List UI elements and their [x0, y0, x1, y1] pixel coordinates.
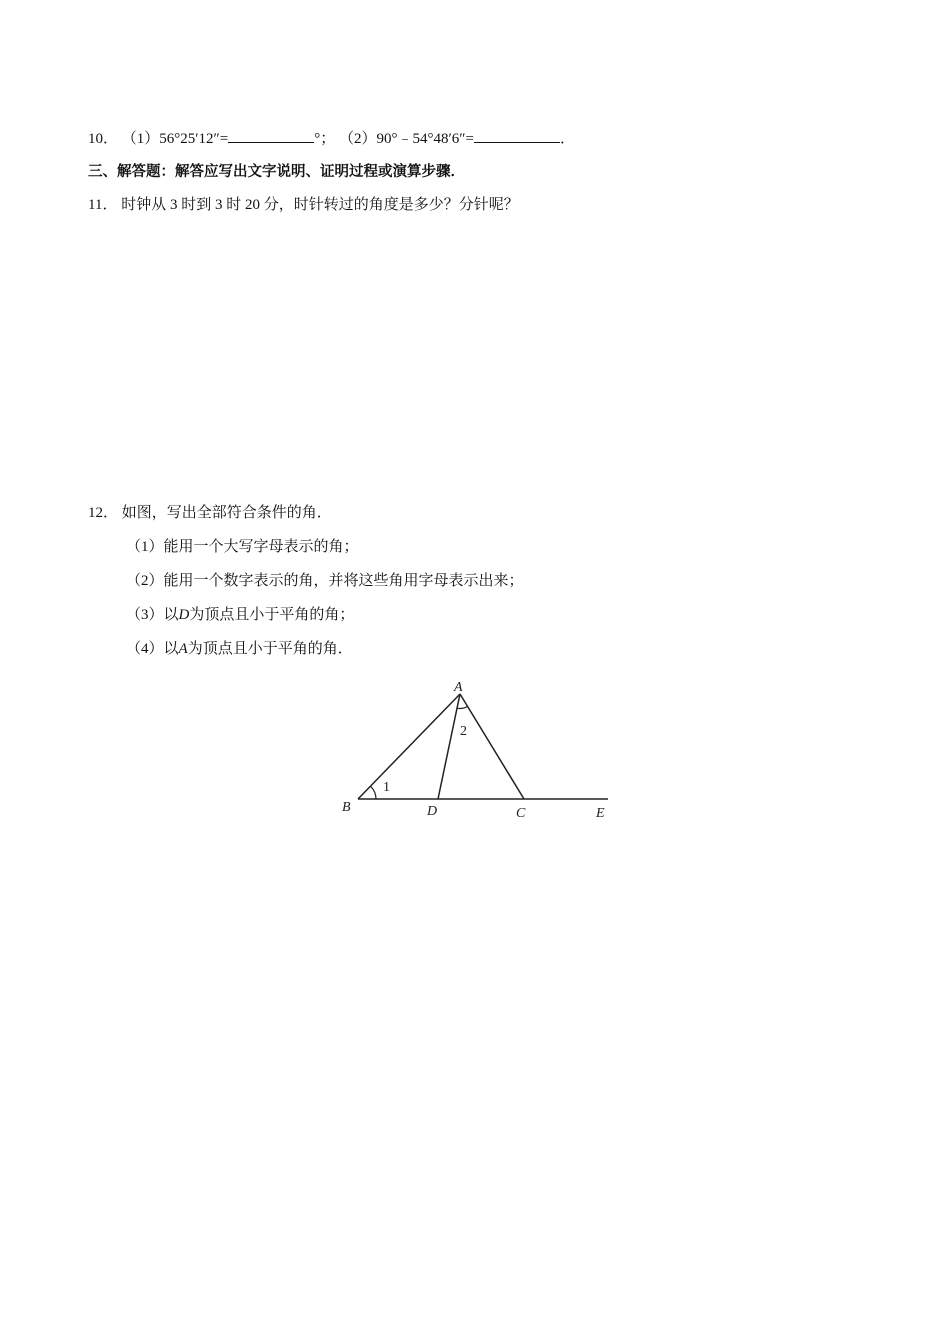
question-10-part2-suffix: ．	[560, 131, 576, 147]
question-10-blank-2[interactable]	[474, 128, 560, 143]
segment-a-c	[460, 694, 524, 799]
question-11	[88, 195, 519, 215]
question-12-sub-4-suffix: 为顶点且小于平角的角．	[187, 641, 353, 657]
label-a: A	[454, 680, 463, 695]
question-10-part1-suffix: °；	[314, 131, 336, 147]
question-11-text: 时钟从 3 时到 3 时 20 分，时针转过的角度是多少？分针呢？	[121, 197, 519, 213]
question-10-blank-1[interactable]	[228, 128, 314, 143]
label-c: C	[516, 806, 526, 821]
angle-1-label: 1	[383, 780, 390, 795]
question-12-sub-3-var: D	[178, 607, 190, 623]
question-12-sub-4-var: A	[178, 641, 188, 657]
question-12-sub-3-prefix: （3）以	[126, 607, 179, 623]
label-b: B	[342, 800, 351, 815]
question-12-sub-4	[126, 639, 353, 659]
question-12-sub-2: （2）能用一个数字表示的角，并将这些角用字母表示出来；	[126, 573, 524, 589]
label-e: E	[596, 806, 605, 821]
question-12	[88, 503, 332, 523]
question-12-sub-3-suffix: 为顶点且小于平角的角；	[189, 607, 355, 623]
question-12-text: 如图，写出全部符合条件的角．	[121, 505, 332, 521]
section-3-heading: 三、解答题：解答应写出文字说明、证明过程或演算步骤．	[88, 164, 465, 180]
question-12-sub-1: （1）能用一个大写字母表示的角；	[126, 539, 359, 555]
segment-a-d	[438, 694, 460, 799]
segment-a-b	[358, 694, 460, 799]
triangle-figure	[330, 672, 620, 827]
angle-1-arc	[371, 786, 376, 799]
question-10-part2-prefix: （2）90°﹣54°48′6″=	[339, 131, 475, 147]
question-11-number: 11．	[88, 197, 118, 213]
question-10	[88, 128, 575, 149]
angle-2-label: 2	[460, 724, 467, 739]
angle-2-arc	[457, 706, 468, 708]
question-10-part1-prefix: （1）56°25′12″=	[121, 131, 229, 147]
question-10-number: 10．	[88, 131, 119, 147]
question-12-number: 12．	[88, 505, 119, 521]
question-12-sub-4-prefix: （4）以	[126, 641, 179, 657]
label-d: D	[427, 804, 438, 819]
question-12-sub-3	[126, 605, 354, 625]
